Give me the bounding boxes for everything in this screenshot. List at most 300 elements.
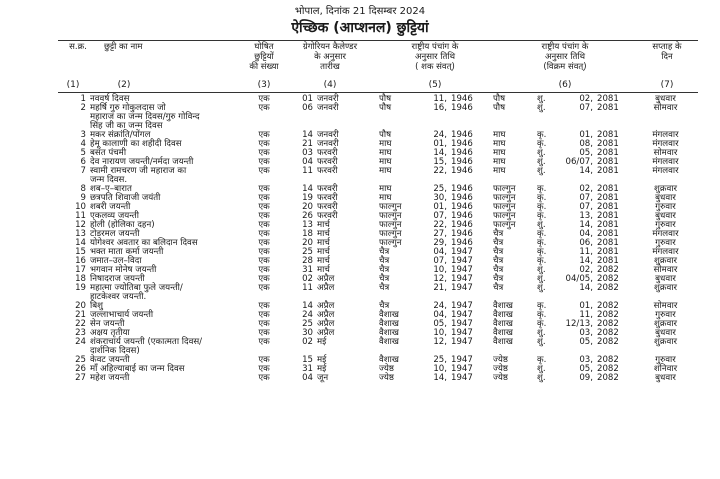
shaka-month: ज्येष्ठ [379,373,394,383]
holiday-name: केवट जयन्ती [90,355,130,365]
row-serial: 7 [80,166,86,176]
col-num-6: (6) [558,80,572,90]
row-serial: 21 [75,310,86,320]
vikram-tithi: 11, [579,310,593,320]
shaka-year: 1947 [451,256,473,266]
greg-day: 06 [302,103,313,113]
vikram-tithi: 07, [579,193,593,203]
greg-month: मई [317,337,327,347]
shaka-month: वैशाख [379,337,399,347]
holiday-name: महात्मा ज्योतिबा फुले जयन्ती/ हाटकेश्वर जयन्ती. [90,283,183,302]
shaka-day: 12, [433,337,447,347]
table-row [58,167,698,185]
weekday: सोमवार [653,301,678,311]
vikram-year: 2081 [597,220,619,230]
vikram-tithi: 02, [579,184,593,194]
holiday-name: शबरी जयन्ती [90,202,131,212]
shaka-month: चैत्र [379,283,390,293]
row-serial: 23 [75,328,86,338]
table-row [58,284,698,302]
vikram-month: वैशाख [493,319,513,329]
greg-month: फरवरी [317,202,338,212]
weekday: गुरुवार [655,238,676,248]
greg-month: अप्रैल [317,274,335,284]
shaka-year: 1947 [451,301,473,311]
greg-day: 25 [302,247,313,257]
row-serial: 3 [80,130,86,140]
weekday: मंगलवार [652,247,679,257]
holiday-count: एक [258,193,270,203]
shaka-month: माघ [379,139,392,149]
shaka-day: 04, [433,247,447,257]
col-num-1: (1) [66,80,80,90]
holiday-name: स्वामी रामचरण जी महाराज का जन्म दिवस. [90,166,187,185]
weekday: शनिवार [653,364,678,374]
holiday-name: महर्षि गुरु गोकुलदास जो महाराज का जन्म दिवस/गुरु गोविन्द सिंह जी का जन्म दिवस [90,103,200,131]
weekday: बुधवार [655,328,676,338]
vikram-month: माघ [493,157,506,167]
greg-day: 26 [302,211,313,221]
shaka-day: 25, [433,355,447,365]
vikram-month: ज्येष्ठ [493,364,508,374]
shaka-month: चैत्र [379,274,390,284]
row-serial: 16 [75,256,86,266]
vikram-month: वैशाख [493,301,513,311]
page-title: ऐच्छिक (आप्शनल) छुट्टियां [291,20,429,36]
greg-month: मार्च [317,256,330,266]
shaka-month: माघ [379,148,392,158]
vikram-tithi: 03, [579,355,593,365]
shaka-day: 29, [433,238,447,248]
weekday: मंगलवार [652,166,679,176]
vikram-paksha: कृ. [537,319,547,329]
row-serial: 24 [75,337,86,347]
holiday-count: एक [258,247,270,257]
greg-month: फरवरी [317,166,338,176]
greg-month: फरवरी [317,157,338,167]
col-head-vikram: राष्ट्रीय पंचांग के अनुसार तिथि (विक्रम संवत्) [541,42,589,72]
shaka-month: फाल्गुन [379,211,402,221]
col-head-weekday: सप्ताह के दिन [652,42,682,62]
vikram-tithi: 14, [579,283,593,293]
holiday-count: एक [258,157,270,167]
greg-month: फरवरी [317,184,338,194]
shaka-day: 30, [433,193,447,203]
shaka-day: 27, [433,229,447,239]
holiday-count: एक [258,355,270,365]
shaka-month: माघ [379,184,392,194]
greg-day: 31 [302,265,313,275]
holiday-count: एक [258,328,270,338]
vikram-year: 2081 [597,229,619,239]
vikram-year: 2081 [597,193,619,203]
vikram-month: फाल्गुन [493,211,516,221]
greg-month: अप्रैल [317,283,335,293]
weekday: मंगलवार [652,229,679,239]
col-num-5: (5) [428,80,442,90]
vikram-month: चैत्र [493,238,504,248]
vikram-year: 2081 [597,130,619,140]
holiday-name: शब–ए–बारात [90,184,132,194]
shaka-month: चैत्र [379,301,390,311]
vikram-tithi: 06/07, [565,157,593,167]
shaka-day: 04, [433,310,447,320]
holiday-count: एक [258,373,270,383]
holiday-name: छत्रपति शिवाजी जयंती [90,193,161,203]
greg-day: 18 [302,229,313,239]
weekday: सोमवार [653,148,678,158]
shaka-month: पौष [379,130,392,140]
weekday: शुक्रवार [654,283,677,293]
vikram-year: 2081 [597,103,619,113]
shaka-day: 01, [433,139,447,149]
shaka-day: 11, [433,94,447,104]
row-serial: 9 [80,193,86,203]
holiday-name: मकर संक्रांति/पोंगल [90,130,151,140]
weekday: शुक्रवार [654,256,677,266]
vikram-paksha: शु. [537,220,546,230]
greg-month: मार्च [317,247,330,257]
vikram-tithi: 01, [579,130,593,140]
greg-month: मई [317,364,327,374]
greg-month: जून [317,373,329,383]
shaka-day: 16, [433,103,447,113]
vikram-year: 2081 [597,247,619,257]
vikram-tithi: 07, [579,103,593,113]
holiday-count: एक [258,310,270,320]
vikram-paksha: शु. [537,94,546,104]
row-serial: 25 [75,355,86,365]
shaka-year: 1946 [451,229,473,239]
holiday-count: एक [258,94,270,104]
shaka-month: ज्येष्ठ [379,364,394,374]
shaka-year: 1946 [451,166,473,176]
row-serial: 8 [80,184,86,194]
vikram-year: 2082 [597,274,619,284]
greg-day: 13 [302,220,313,230]
shaka-day: 07, [433,256,447,266]
shaka-day: 12, [433,274,447,284]
holiday-count: एक [258,283,270,293]
vikram-year: 2082 [597,265,619,275]
greg-day: 14 [302,184,313,194]
shaka-month: माघ [379,193,392,203]
shaka-year: 1946 [451,202,473,212]
shaka-month: माघ [379,166,392,176]
vikram-paksha: शु. [537,157,546,167]
weekday: बुधवार [655,94,676,104]
holiday-name: होली (होलिका दहन) [90,220,155,230]
greg-day: 11 [302,283,313,293]
vikram-tithi: 14, [579,256,593,266]
vikram-tithi: 04, [579,229,593,239]
row-serial: 6 [80,157,86,167]
shaka-month: वैशाख [379,310,399,320]
holiday-name: निषादराज जयन्ती [90,274,145,284]
holiday-count: एक [258,220,270,230]
weekday: शुक्रवार [654,319,677,329]
vikram-year: 2081 [597,139,619,149]
shaka-day: 10, [433,265,447,275]
table-row [58,104,698,131]
greg-month: फरवरी [317,193,338,203]
vikram-paksha: कृ. [537,355,547,365]
shaka-month: फाल्गुन [379,220,402,230]
row-serial: 27 [75,373,86,383]
vikram-month: चैत्र [493,265,504,275]
greg-month: जनवरी [317,139,339,149]
holiday-count: एक [258,364,270,374]
holiday-name: शंकराचार्य जयन्ती (एकात्मता दिवस/ दार्शनिक दिवस) [90,337,203,356]
vikram-paksha: कृ. [537,247,547,257]
shaka-day: 05, [433,319,447,329]
vikram-month: फाल्गुन [493,220,516,230]
vikram-month: चैत्र [493,283,504,293]
shaka-year: 1946 [451,130,473,140]
row-serial: 22 [75,319,86,329]
shaka-year: 1946 [451,157,473,167]
greg-day: 02 [302,274,313,284]
greg-day: 20 [302,238,313,248]
holiday-name: देव नारायण जयन्ती/नर्मदा जयन्ती [90,157,194,167]
weekday: सोमवार [653,103,678,113]
vikram-month: माघ [493,130,506,140]
vikram-paksha: शु. [537,265,546,275]
shaka-year: 1947 [451,283,473,293]
greg-day: 01 [302,94,313,104]
greg-day: 03 [302,148,313,158]
vikram-month: माघ [493,139,506,149]
col-head-name: छुट्टी का नाम [104,42,143,52]
vikram-paksha: कृ. [537,229,547,239]
greg-month: फरवरी [317,211,338,221]
greg-day: 24 [302,310,313,320]
vikram-paksha: शु. [537,337,546,347]
vikram-tithi: 05, [579,148,593,158]
holiday-name: जल्लाभाचार्य जयन्ती [90,310,154,320]
vikram-year: 2081 [597,202,619,212]
vikram-paksha: शु. [537,103,546,113]
shaka-day: 15, [433,157,447,167]
greg-month: जनवरी [317,103,339,113]
shaka-day: 14, [433,373,447,383]
holiday-name: टोडरमल जयन्ती [90,229,140,239]
holiday-count: एक [258,130,270,140]
row-serial: 17 [75,265,86,275]
shaka-month: पौष [379,103,392,113]
vikram-tithi: 13, [579,211,593,221]
table-row [58,374,698,383]
holiday-count: एक [258,103,270,113]
vikram-paksha: कृ. [537,310,547,320]
shaka-day: 24, [433,301,447,311]
vikram-year: 2081 [597,184,619,194]
vikram-paksha: शु. [537,364,546,374]
vikram-month: पौष [493,103,506,113]
shaka-year: 1947 [451,265,473,275]
greg-day: 19 [302,193,313,203]
vikram-paksha: शु. [537,283,546,293]
holiday-count: एक [258,319,270,329]
greg-day: 04 [302,157,313,167]
greg-day: 20 [302,202,313,212]
weekday: मंगलवार [652,139,679,149]
weekday: गुरुवार [655,220,676,230]
holiday-count: एक [258,202,270,212]
col-head-sn: स.क्र. [69,42,87,52]
vikram-paksha: शु. [537,148,546,158]
shaka-year: 1947 [451,328,473,338]
shaka-year: 1946 [451,94,473,104]
vikram-paksha: कृ. [537,184,547,194]
holiday-count: एक [258,211,270,221]
holiday-count: एक [258,184,270,194]
holiday-count: एक [258,229,270,239]
weekday: बुधवार [655,193,676,203]
greg-day: 14 [302,301,313,311]
shaka-year: 1946 [451,193,473,203]
col-head-shaka: राष्ट्रीय पंचांग के अनुसार तिथि ( शक संवत्) [411,42,459,72]
table-row [58,338,698,356]
weekday: बुधवार [655,373,676,383]
shaka-year: 1946 [451,211,473,221]
vikram-paksha: कृ. [537,256,547,266]
holiday-count: एक [258,265,270,275]
weekday: मंगलवार [652,157,679,167]
holiday-name: भक्त माता कर्मा जयन्ती [90,247,164,257]
shaka-year: 1947 [451,274,473,284]
vikram-month: फाल्गुन [493,193,516,203]
vikram-month: चैत्र [493,256,504,266]
holiday-name: नववर्ष दिवस [90,94,130,104]
vikram-paksha: कृ. [537,130,547,140]
weekday: सोमवार [653,265,678,275]
vikram-year: 2082 [597,355,619,365]
vikram-month: फाल्गुन [493,184,516,194]
shaka-day: 22, [433,220,447,230]
greg-month: अप्रैल [317,301,335,311]
holiday-count: एक [258,139,270,149]
shaka-day: 01, [433,202,447,212]
holiday-name: योगेश्वर अवतार का बलिदान दिवस [90,238,198,248]
shaka-year: 1946 [451,103,473,113]
shaka-month: चैत्र [379,256,390,266]
vikram-year: 2081 [597,238,619,248]
vikram-month: फाल्गुन [493,202,516,212]
greg-day: 14 [302,130,313,140]
row-serial: 1 [80,94,86,104]
shaka-year: 1946 [451,139,473,149]
vikram-paksha: कृ. [537,238,547,248]
weekday: शुक्रवार [654,337,677,347]
vikram-year: 2081 [597,94,619,104]
weekday: शुक्रवार [654,184,677,194]
vikram-paksha: कृ. [537,211,547,221]
vikram-tithi: 05, [579,337,593,347]
col-num-7: (7) [660,80,674,90]
shaka-month: माघ [379,157,392,167]
vikram-year: 2082 [597,328,619,338]
holiday-name: सेन जयन्ती [90,319,125,329]
row-serial: 2 [80,103,86,113]
vikram-year: 2082 [597,310,619,320]
vikram-month: चैत्र [493,274,504,284]
holiday-name: बसंत पंचमी [90,148,127,158]
shaka-day: 22, [433,166,447,176]
shaka-day: 07, [433,211,447,221]
vikram-paksha: शु. [537,328,546,338]
row-serial: 4 [80,139,86,149]
greg-month: जनवरी [317,94,339,104]
row-serial: 5 [80,148,86,158]
greg-day: 31 [302,364,313,374]
weekday: बुधवार [655,211,676,221]
vikram-tithi: 07, [579,202,593,212]
vikram-month: माघ [493,166,506,176]
vikram-tithi: 06, [579,238,593,248]
vikram-month: वैशाख [493,310,513,320]
shaka-year: 1947 [451,337,473,347]
vikram-tithi: 14, [579,220,593,230]
vikram-year: 2081 [597,148,619,158]
shaka-month: फाल्गुन [379,238,402,248]
vikram-paksha: शु. [537,373,546,383]
vikram-tithi: 09, [579,373,593,383]
greg-month: मार्च [317,220,330,230]
vikram-tithi: 03, [579,328,593,338]
vikram-month: चैत्र [493,229,504,239]
holiday-count: एक [258,238,270,248]
greg-day: 25 [302,319,313,329]
vikram-month: वैशाख [493,337,513,347]
weekday: गुरुवार [655,310,676,320]
vikram-year: 2082 [597,283,619,293]
shaka-year: 1946 [451,184,473,194]
col-head-greg: ग्रेगोरियन कैलेण्डर के अनुसार तारीख [302,42,358,72]
row-serial: 26 [75,364,86,374]
col-num-3: (3) [257,80,271,90]
weekday: गुरुवार [655,202,676,212]
col-num-2: (2) [117,80,131,90]
greg-day: 28 [302,256,313,266]
holiday-count: एक [258,166,270,176]
shaka-month: वैशाख [379,355,399,365]
vikram-month: माघ [493,148,506,158]
vikram-paksha: कृ. [537,301,547,311]
greg-month: मार्च [317,238,330,248]
vikram-tithi: 01, [579,301,593,311]
place-date: भोपाल, दिनांक 21 दिसम्बर 2024 [294,6,426,17]
greg-month: मार्च [317,229,330,239]
shaka-month: वैशाख [379,328,399,338]
shaka-month: फाल्गुन [379,202,402,212]
row-serial: 10 [75,202,86,212]
shaka-day: 25, [433,184,447,194]
row-serial: 13 [75,229,86,239]
vikram-month: ज्येष्ठ [493,373,508,383]
shaka-year: 1946 [451,148,473,158]
vikram-month: पौष [493,94,506,104]
row-serial: 12 [75,220,86,230]
vikram-year: 2082 [597,337,619,347]
col-head-count: घोषित छुट्टियों की संख्या [249,42,279,72]
shaka-year: 1947 [451,364,473,374]
holiday-count: एक [258,148,270,158]
greg-month: अप्रैल [317,328,335,338]
shaka-day: 24, [433,130,447,140]
greg-month: फरवरी [317,148,338,158]
vikram-paksha: शु. [537,274,546,284]
